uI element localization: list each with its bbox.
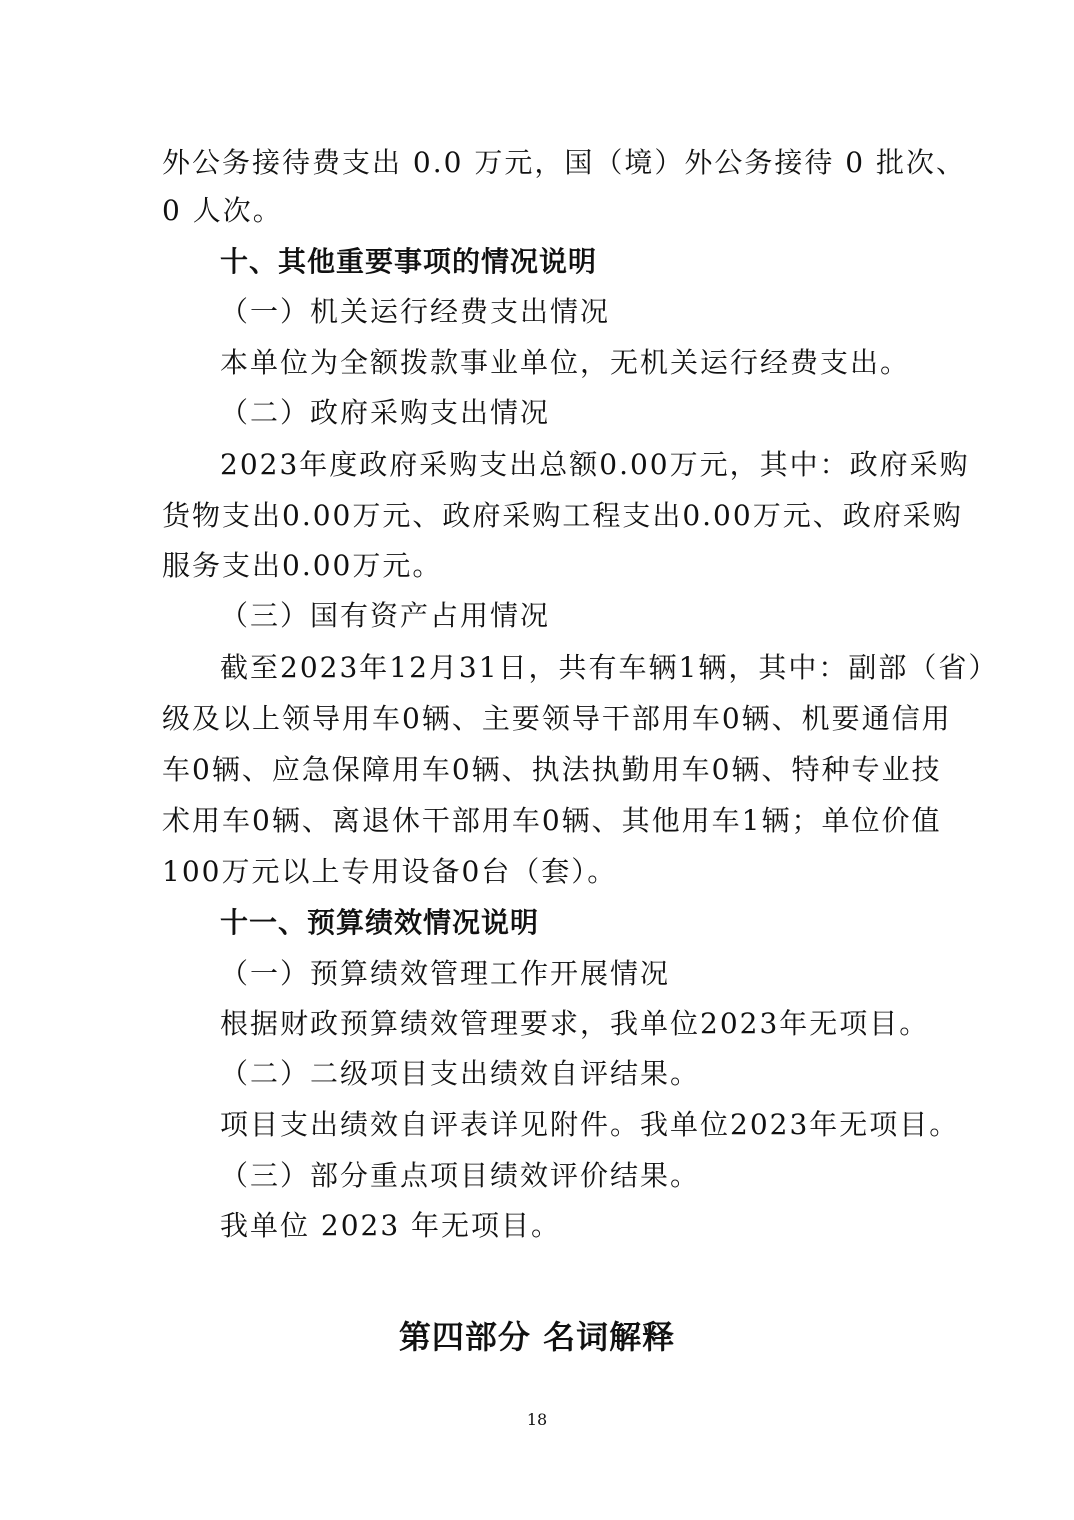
paragraph-line: 我单位 2023 年无项目。 <box>220 1209 562 1242</box>
paragraph-line: 截至2023年12月31日，共有车辆1辆，其中：副部（省） <box>220 651 999 684</box>
paragraph-line: 根据财政预算绩效管理要求，我单位2023年无项目。 <box>220 1007 930 1040</box>
paragraph-line: 本单位为全额拨款事业单位，无机关运行经费支出。 <box>220 346 911 379</box>
subsection-heading: （二）政府采购支出情况 <box>220 396 551 429</box>
paragraph-line: 外公务接待费支出 0.0 万元，国（境）外公务接待 0 批次、 <box>162 146 966 179</box>
paragraph-line: 项目支出绩效自评表详见附件。我单位2023年无项目。 <box>220 1108 960 1141</box>
paragraph-line: 0 人次。 <box>162 194 283 227</box>
section-heading-10: 十、其他重要事项的情况说明 <box>220 245 598 278</box>
part-title: 第四部分 名词解释 <box>398 1318 676 1356</box>
subsection-heading: （三）部分重点项目绩效评价结果。 <box>220 1159 701 1192</box>
page-number: 18 <box>526 1410 548 1429</box>
section-heading-11: 十一、预算绩效情况说明 <box>220 906 540 939</box>
paragraph-line: 车0辆、应急保障用车0辆、执法执勤用车0辆、特种专业技 <box>162 753 942 786</box>
paragraph-line: 2023年度政府采购支出总额0.00万元，其中：政府采购 <box>220 448 970 481</box>
paragraph-line: 术用车0辆、离退休干部用车0辆、其他用车1辆；单位价值 <box>162 804 942 837</box>
subsection-heading: （一）预算绩效管理工作开展情况 <box>220 957 671 990</box>
paragraph-line: 服务支出0.00万元。 <box>162 549 443 582</box>
subsection-heading: （二）二级项目支出绩效自评结果。 <box>220 1057 701 1090</box>
paragraph-line: 级及以上领导用车0辆、主要领导干部用车0辆、机要通信用 <box>162 702 952 735</box>
paragraph-line: 100万元以上专用设备0台（套）。 <box>162 855 618 888</box>
paragraph-line: 货物支出0.00万元、政府采购工程支出0.00万元、政府采购 <box>162 499 963 532</box>
subsection-heading: （一）机关运行经费支出情况 <box>220 295 611 328</box>
subsection-heading: （三）国有资产占用情况 <box>220 599 551 632</box>
